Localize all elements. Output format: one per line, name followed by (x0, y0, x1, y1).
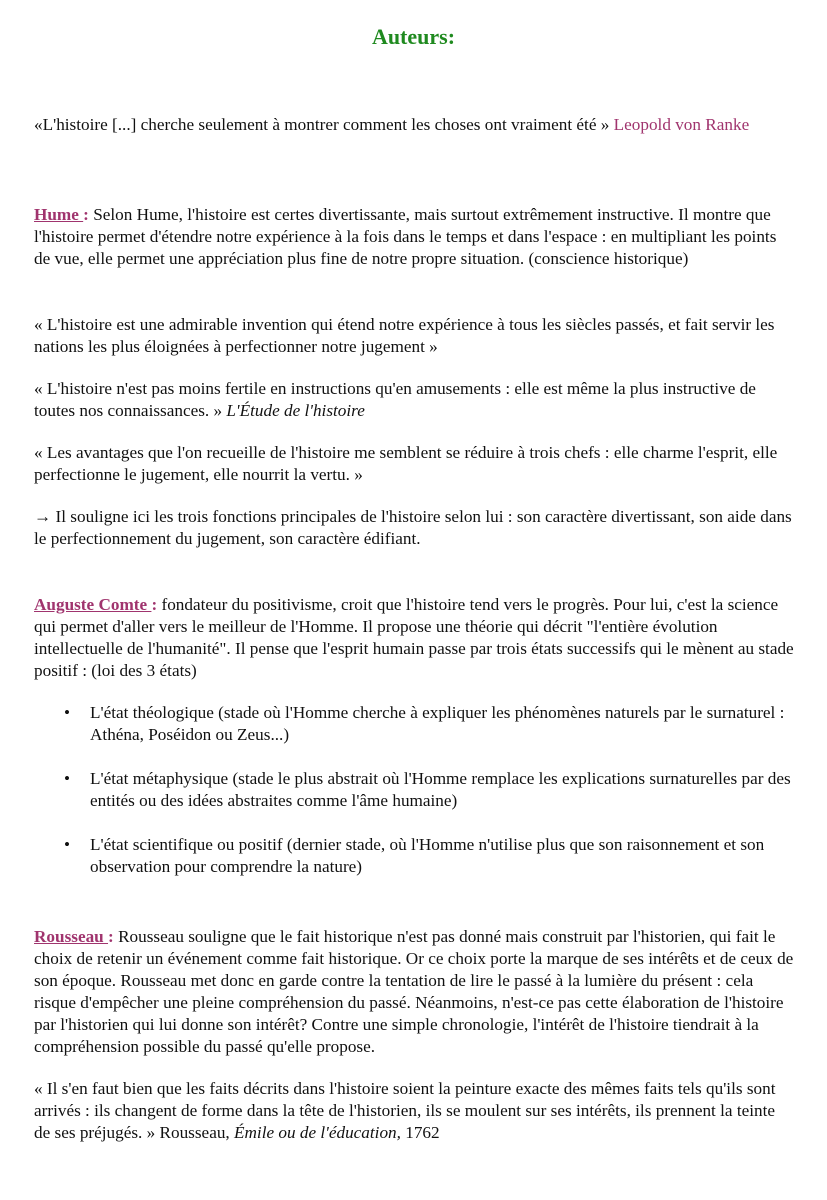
hume-heading: Hume (34, 205, 84, 224)
rousseau-quote-paragraph (34, 1078, 794, 1144)
ranke-quote: «L'histoire [...] cherche seulement à montrer comment les choses ont vraiment été » (34, 115, 610, 134)
rousseau-heading: Rousseau (34, 927, 109, 946)
hume-quote-2-paragraph (34, 378, 794, 422)
hume-quote-1: « L'histoire est une admirable invention qui étend notre expérience à tous les siècles passés, et fait servir les nations les plus éloignées à perfectionner notre jugement » (34, 315, 775, 356)
hume-quote-2-source: L'Étude de l'histoire (226, 401, 365, 420)
bullet-marker: • (64, 835, 71, 854)
hume-quote-3: « Les avantages que l'on recueille de l'histoire me semblent se réduire à trois chefs : elle charme l'esprit, elle perfectionne le jugement, elle nourrit la vertu. » (34, 443, 778, 484)
hume-colon: : (83, 205, 89, 224)
bullet-marker: • (64, 769, 71, 788)
comte-state-positive: L'état scientifique ou positif (dernier stade, où l'Homme n'utilise plus que son raisonnement et son observation pour comprendre la nature) (90, 835, 765, 876)
hume-intro-paragraph (34, 204, 794, 270)
rousseau-intro-paragraph (34, 926, 794, 1058)
hume-quote-2: « L'histoire n'est pas moins fertile en instructions qu'en amusements : elle est même la plus instructive de toutes nos connaissances. » (34, 379, 756, 420)
rousseau-colon: : (108, 927, 114, 946)
comte-intro-paragraph (34, 594, 794, 682)
ranke-author: Leopold von Ranke (613, 115, 750, 134)
comte-state-metaphysical: L'état métaphysique (stade le plus abstrait où l'Homme remplace les explications surnaturelles par des entités ou des idées abstraites comme l'âme humaine) (90, 769, 791, 810)
list-item (34, 834, 794, 878)
bullet-marker: • (64, 703, 71, 722)
rousseau-quote-source: Émile ou de l'éducation, (234, 1123, 401, 1142)
rousseau-quote: « Il s'en faut bien que les faits décrits dans l'histoire soient la peinture exacte des mêmes faits tels qu'ils sont arrivés : ils changent de forme dans la tête de l'historien, ils se moulent sur ses intérêts, ils prennent la teinte de ses préjugés. » Rousseau, (34, 1079, 776, 1142)
comte-state-theological: L'état théologique (stade où l'Homme cherche à expliquer les phénomènes naturels par le surnaturel : Athéna, Poséidon ou Zeus...) (90, 703, 785, 744)
hume-comment: → Il souligne ici les trois fonctions principales de l'histoire selon lui : son caractère divertissant, son aide dans le perfectionnement du jugement, son caractère édifiant. (34, 507, 792, 548)
ranke-quote-paragraph (34, 114, 794, 136)
hume-intro: Selon Hume, l'histoire est certes divertissante, mais surtout extrêmement instructive. Il montre que l'histoire permet d'étendre notre expérience à la fois dans le temps et dans l'espace : en multipliant les points de vue, elle permet une appréciation plus fine de notre propre situation. (conscience historique) (34, 205, 777, 268)
list-item (34, 768, 794, 812)
comte-heading: Auguste Comte (34, 595, 152, 614)
comte-intro: fondateur du positivisme, croit que l'histoire tend vers le progrès. Pour lui, c'est la science qui permet d'aller vers le meilleur de l'Homme. Il propose une théorie qui décrit "l'entière évolution intellectuelle de l'humanité". Il pense que l'esprit humain passe par trois états successifs qui le mènent au stade positif : (loi des 3 états) (34, 595, 794, 680)
rousseau-quote-year: 1762 (400, 1123, 440, 1142)
list-item (34, 702, 794, 746)
page-title: Auteurs: (371, 24, 456, 49)
rousseau-intro: Rousseau souligne que le fait historique n'est pas donné mais construit par l'historien, qui fait le choix de retenir un événement comme fait historique. Or ce choix porte la marque de ses intérêts et de ceux de son époque. Rousseau met donc en garde contre la tentation de lire le passé à la lumière du présent : cela risque d'empêcher une pleine compréhension du passé. Néanmoins, n'est-ce pas cette élaboration de l'histoire par l'historien qui lui donne son intérêt? Contre une simple chronologie, l'intérêt de l'histoire tiendrait à la compréhension possible du passé qu'elle propose. (34, 927, 794, 1056)
comte-colon: : (151, 595, 158, 614)
